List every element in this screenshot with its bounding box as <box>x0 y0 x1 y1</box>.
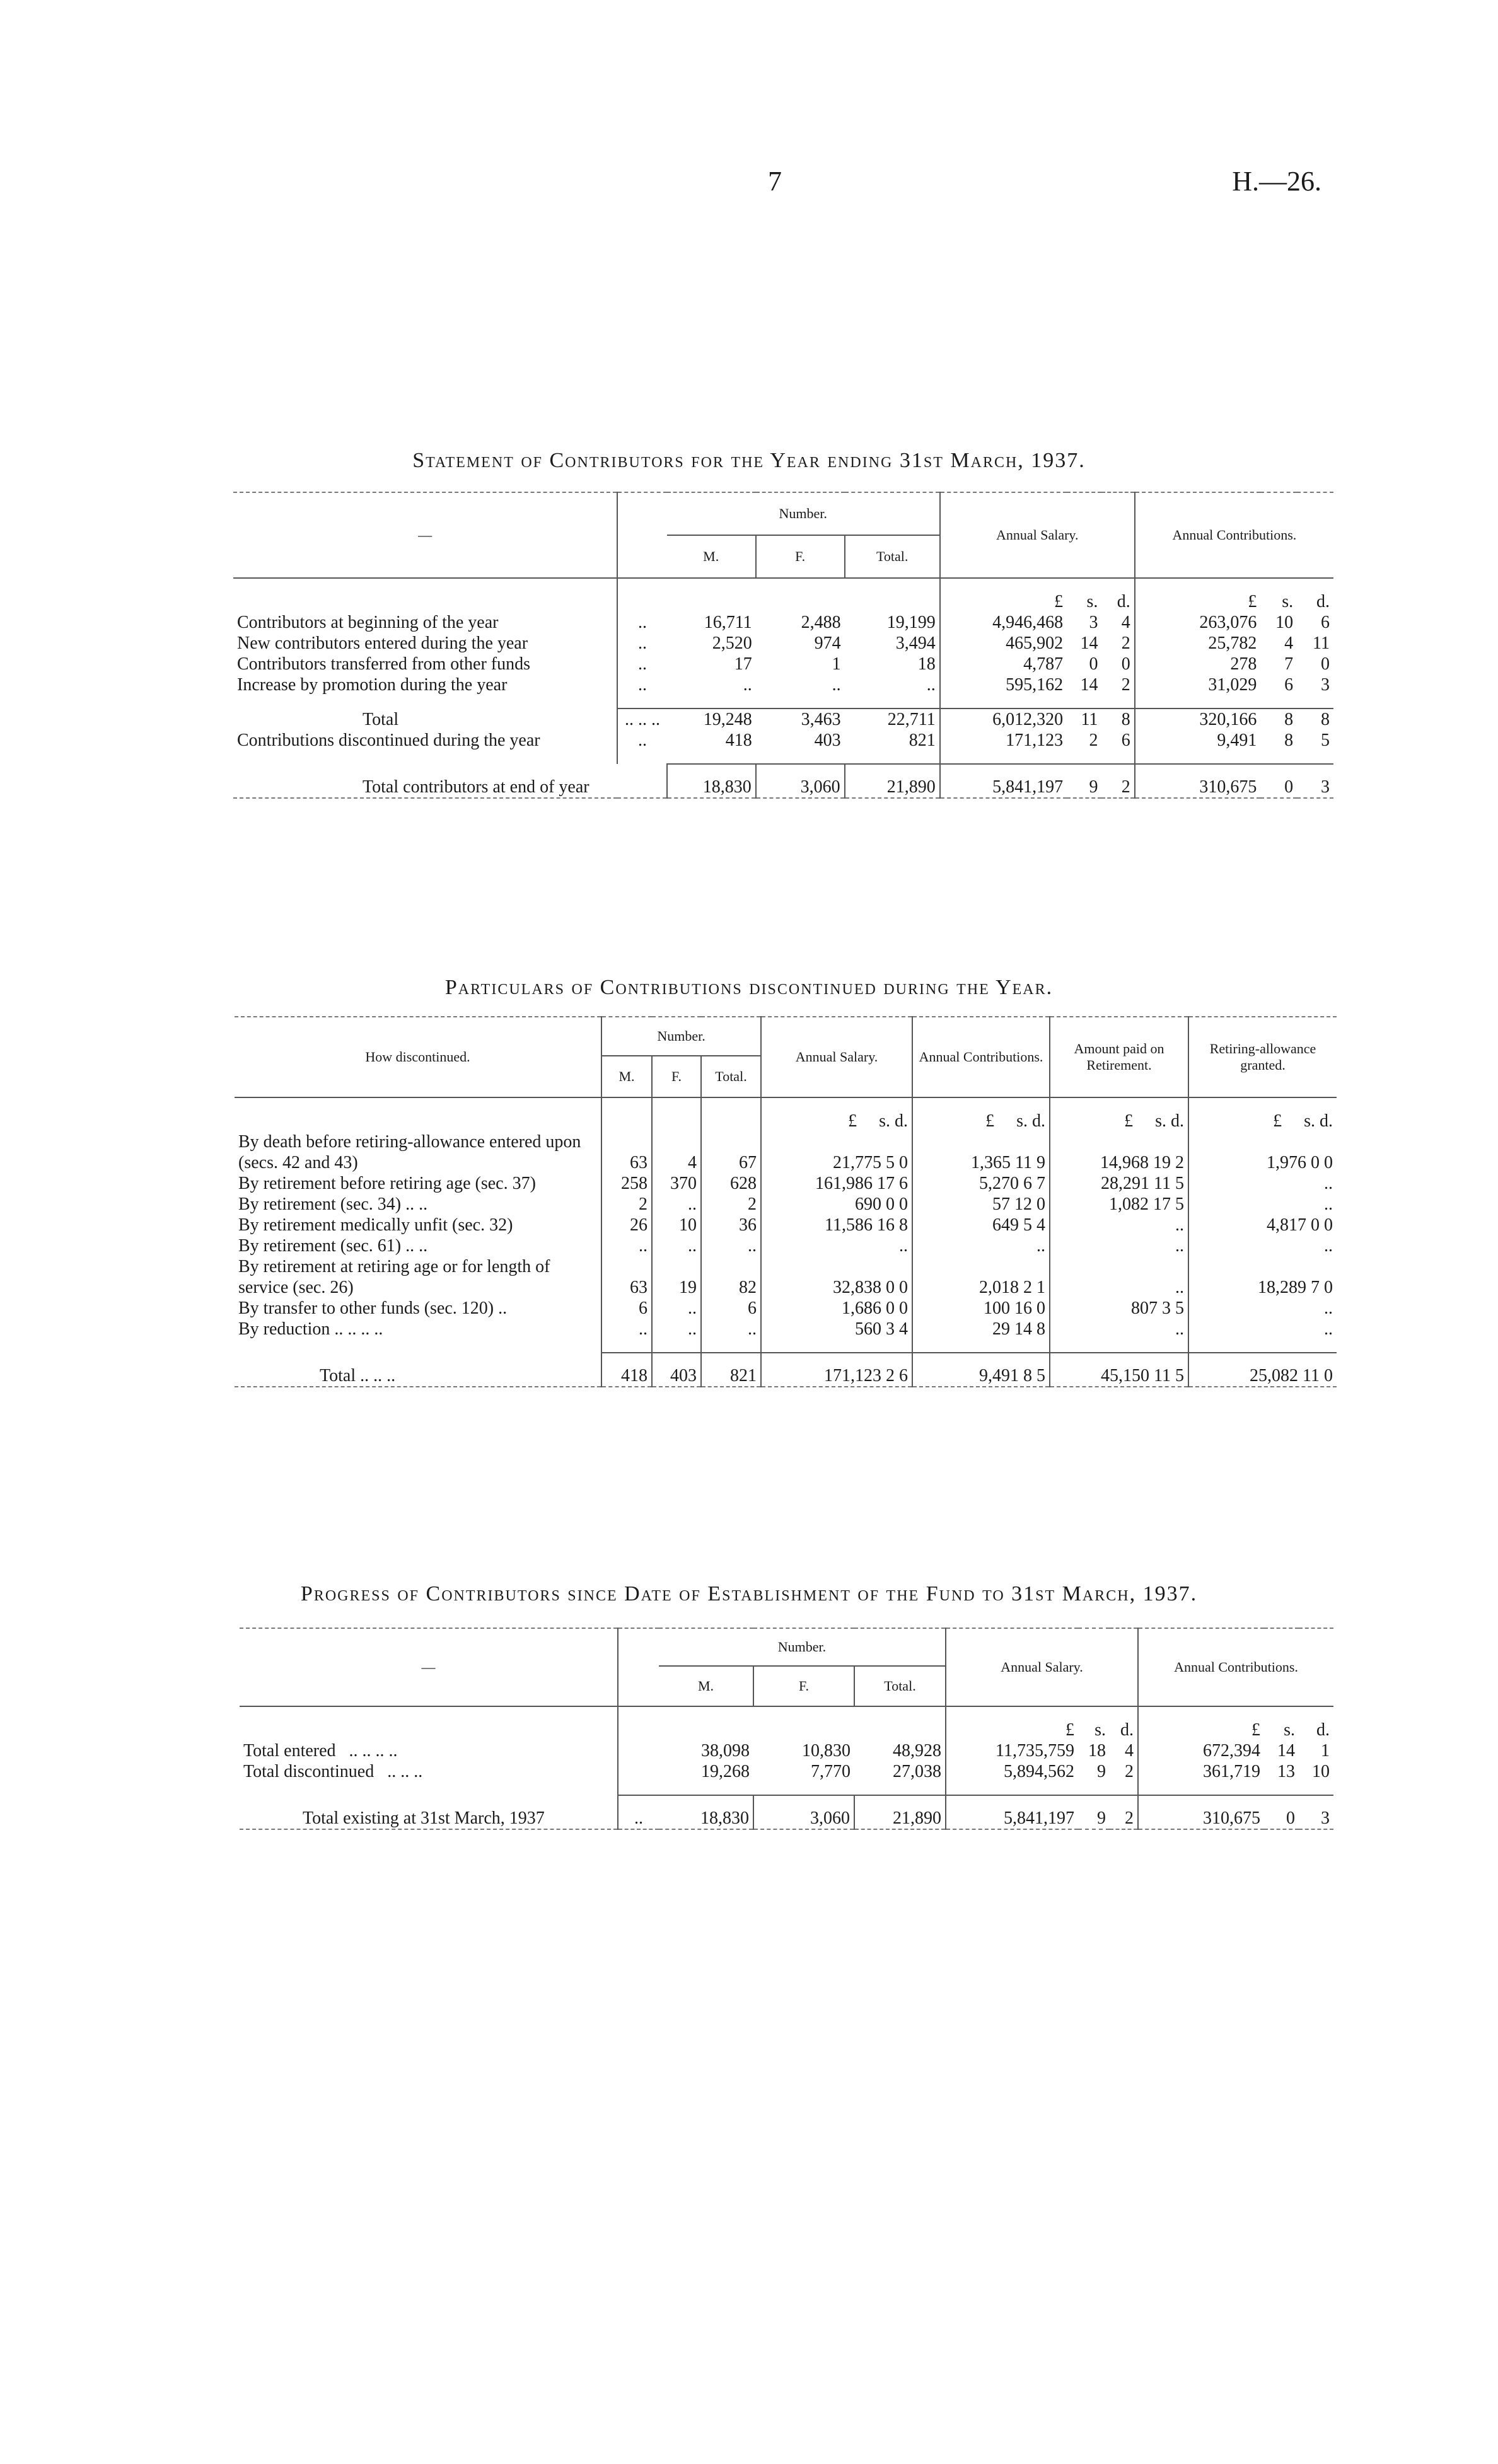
cell-f: 7,770 <box>811 1762 851 1781</box>
unit-pound: £ <box>940 591 1067 612</box>
cell-contrib-pence: 5 <box>1321 731 1330 750</box>
cell-total: .. <box>701 1319 761 1339</box>
unit-d: d. <box>1120 1720 1134 1740</box>
header-annual-contributions: Annual Contributions. <box>1138 1628 1333 1706</box>
table1-title: Statement of Contributors for the Year ending 31st March, 1937. <box>412 449 1086 472</box>
row-label: By retirement (sec. 34) .. .. <box>238 1194 428 1214</box>
cell-salary-pence: 6 <box>1121 731 1130 750</box>
cell-contrib-shillings: 7 <box>1284 654 1294 674</box>
unit-label: £ s. d. <box>761 1111 912 1131</box>
cell-m: 63 <box>601 1131 652 1173</box>
cell-f: .. <box>652 1298 701 1319</box>
cell-contrib-shillings: 13 <box>1277 1762 1295 1781</box>
cell-contrib-pence: 3 <box>1297 764 1333 798</box>
cell-retiring-allowance: .. <box>1188 1319 1337 1339</box>
cell-contrib-pounds: 278 <box>1135 654 1261 674</box>
header-total: Total. <box>701 1056 761 1097</box>
cell-contrib-pence: 6 <box>1321 613 1330 632</box>
cell-salary-pence: 0 <box>1121 654 1130 674</box>
cell-total: 628 <box>701 1173 761 1194</box>
cell-total: 21,890 <box>854 1795 946 1829</box>
leader-dots: .. .. .. <box>617 709 667 730</box>
cell-f: 3,060 <box>756 764 845 798</box>
cell-contrib-pounds: 320,166 <box>1135 709 1261 730</box>
cell-salary-pounds: 6,012,320 <box>940 709 1067 730</box>
cell-salary-pounds: 4,787 <box>940 654 1067 674</box>
table-row <box>240 1740 1333 1761</box>
cell-amount-paid: 14,968 19 2 <box>1050 1131 1188 1173</box>
cell-salary-pounds: 5,841,197 <box>946 1795 1078 1829</box>
leader-dots: .. <box>618 1795 659 1829</box>
cell-total: 18 <box>917 654 936 674</box>
total-row <box>233 709 1333 730</box>
header-number: Number. <box>667 492 940 535</box>
leader-dots: .. <box>617 674 667 695</box>
cell-retiring-allowance: .. <box>1188 1235 1337 1256</box>
header-amount-paid: Amount paid on Retirement. <box>1050 1017 1188 1097</box>
header-annual-salary: Annual Salary. <box>940 492 1135 578</box>
cell-m: 418 <box>601 1353 652 1387</box>
cell-contrib-pence: 10 <box>1312 1762 1330 1781</box>
header-f: F. <box>756 535 845 578</box>
cell-f: 3,463 <box>756 709 845 730</box>
cell-f: 370 <box>652 1173 701 1194</box>
leader-dots: .. <box>617 730 667 751</box>
cell-m: 18,830 <box>659 1795 753 1829</box>
cell-contrib-pounds: 361,719 <box>1138 1761 1264 1782</box>
unit-d: d. <box>1117 592 1130 611</box>
header-retiring-allowance: Retiring-allowance granted. <box>1188 1017 1337 1097</box>
cell-f: 974 <box>814 633 841 653</box>
leader-dots: .. <box>617 612 667 633</box>
cell-m: 17 <box>734 654 752 674</box>
cell-f: .. <box>652 1194 701 1215</box>
cell-total: .. <box>701 1235 761 1256</box>
header-total: Total. <box>854 1666 946 1706</box>
cell-m: 16,711 <box>704 613 752 632</box>
cell-contrib-pence: 3 <box>1321 675 1330 695</box>
cell-total: 48,928 <box>893 1741 941 1761</box>
cell-salary: 21,775 5 0 <box>761 1131 912 1173</box>
cell-f: 10,830 <box>802 1741 851 1761</box>
cell-total: 2 <box>701 1194 761 1215</box>
discontinued-particulars-table <box>235 1016 1337 1396</box>
cell-salary-pounds: 5,894,562 <box>946 1761 1078 1782</box>
unit-s: s. <box>1094 1720 1106 1740</box>
total-row <box>235 1353 1337 1387</box>
cell-amount-paid: 807 3 5 <box>1050 1298 1188 1319</box>
cell-m: 19,248 <box>667 709 756 730</box>
cell-contrib-pence: 3 <box>1299 1795 1333 1829</box>
cell-salary-pounds: 4,946,468 <box>940 612 1067 633</box>
table-row <box>235 1194 1337 1215</box>
cell-m: 38,098 <box>701 1741 750 1761</box>
row-label: Total existing at 31st March, 1937 <box>303 1808 545 1828</box>
cell-total: .. <box>926 675 936 695</box>
row-label: Total .. .. .. <box>320 1366 396 1385</box>
unit-pound: £ <box>1138 1720 1264 1740</box>
cell-salary-shillings: 18 <box>1088 1741 1106 1761</box>
cell-contrib-pounds: 672,394 <box>1138 1740 1264 1761</box>
cell-salary: .. <box>761 1235 912 1256</box>
cell-contrib-shillings: 14 <box>1277 1741 1295 1761</box>
cell-contributions: 649 5 4 <box>912 1215 1050 1235</box>
table3-title: Progress of Contributors since Date of Establishment of the Fund to 31st March, 1937. <box>300 1582 1198 1605</box>
unit-label: £ s. d. <box>912 1111 1050 1131</box>
table-row <box>233 612 1333 633</box>
header-number: Number. <box>601 1017 761 1056</box>
cell-total: 21,890 <box>845 764 940 798</box>
end-total-row <box>240 1795 1333 1829</box>
table-row <box>233 654 1333 674</box>
header-number: Number. <box>659 1628 946 1666</box>
header-how-discontinued: How discontinued. <box>235 1017 601 1097</box>
cell-total: 19,199 <box>886 613 936 632</box>
cell-m: .. <box>601 1235 652 1256</box>
cell-contributions: 9,491 8 5 <box>912 1353 1050 1387</box>
unit-pound: £ <box>1135 591 1261 612</box>
cell-salary-pounds: 595,162 <box>940 674 1067 695</box>
cell-contrib-shillings: 0 <box>1264 1795 1299 1829</box>
progress-contributors-table <box>240 1628 1333 1839</box>
cell-salary-shillings: 11 <box>1067 709 1101 730</box>
header-annual-salary: Annual Salary. <box>761 1017 912 1097</box>
cell-m: 63 <box>601 1256 652 1298</box>
cell-contrib-pounds: 310,675 <box>1138 1795 1264 1829</box>
cell-amount-paid: 28,291 11 5 <box>1050 1173 1188 1194</box>
cell-retiring-allowance: 4,817 0 0 <box>1188 1215 1337 1235</box>
row-label: Contributors transferred from other funds <box>237 654 530 674</box>
cell-f: 403 <box>652 1353 701 1387</box>
cell-contrib-pence: 1 <box>1321 1741 1330 1761</box>
cell-total: 22,711 <box>845 709 940 730</box>
unit-d: d. <box>1316 1720 1330 1740</box>
cell-salary-pence: 2 <box>1121 633 1130 653</box>
table-row <box>240 1761 1333 1782</box>
cell-salary: 560 3 4 <box>761 1319 912 1339</box>
cell-salary: 11,586 16 8 <box>761 1215 912 1235</box>
leader-dots: .. <box>617 654 667 674</box>
cell-salary: 171,123 2 6 <box>761 1353 912 1387</box>
table-row <box>235 1235 1337 1256</box>
row-label: Total discontinued .. .. .. <box>243 1762 423 1781</box>
cell-salary-pounds: 5,841,197 <box>940 764 1067 798</box>
page-number: 7 <box>768 166 782 197</box>
unit-s: s. <box>1282 592 1294 611</box>
cell-total: 6 <box>701 1298 761 1319</box>
row-label: By retirement before retiring age (sec. 37) <box>238 1174 536 1193</box>
cell-salary-shillings: 3 <box>1089 613 1098 632</box>
cell-salary: 690 0 0 <box>761 1194 912 1215</box>
cell-f: 19 <box>652 1256 701 1298</box>
cell-amount-paid: .. <box>1050 1256 1188 1298</box>
cell-contrib-shillings: 0 <box>1260 764 1297 798</box>
cell-amount-paid: .. <box>1050 1319 1188 1339</box>
cell-m: 2 <box>601 1194 652 1215</box>
cell-contributions: 2,018 2 1 <box>912 1256 1050 1298</box>
cell-contrib-pounds: 9,491 <box>1135 730 1261 751</box>
cell-contributions: .. <box>912 1235 1050 1256</box>
cell-contrib-pence: 11 <box>1313 633 1330 653</box>
header-blank: — <box>233 492 617 578</box>
cell-contrib-shillings: 6 <box>1284 675 1294 695</box>
cell-m: 18,830 <box>667 764 756 798</box>
page-reference: H.—26. <box>1232 166 1321 197</box>
cell-contrib-pence: 8 <box>1297 709 1333 730</box>
cell-m: 258 <box>601 1173 652 1194</box>
unit-d: d. <box>1316 592 1330 611</box>
cell-salary-shillings: 14 <box>1080 633 1098 653</box>
cell-amount-paid: 1,082 17 5 <box>1050 1194 1188 1215</box>
cell-f: 403 <box>814 731 841 750</box>
header-annual-salary: Annual Salary. <box>946 1628 1138 1706</box>
header-m: M. <box>667 535 756 578</box>
cell-contrib-shillings: 8 <box>1260 709 1297 730</box>
header-annual-contributions: Annual Contributions. <box>1135 492 1333 578</box>
cell-f: .. <box>652 1235 701 1256</box>
table-row <box>233 674 1333 695</box>
cell-contrib-pence: 0 <box>1321 654 1330 674</box>
cell-m: 19,268 <box>701 1762 750 1781</box>
cell-f: 3,060 <box>753 1795 854 1829</box>
cell-f: .. <box>652 1319 701 1339</box>
header-total: Total. <box>845 535 940 578</box>
cell-retiring-allowance: .. <box>1188 1194 1337 1215</box>
cell-retiring-allowance: 25,082 11 0 <box>1188 1353 1337 1387</box>
cell-contrib-pounds: 31,029 <box>1135 674 1261 695</box>
header-f: F. <box>753 1666 854 1706</box>
cell-salary-shillings: 0 <box>1089 654 1098 674</box>
row-label: By retirement medically unfit (sec. 32) <box>238 1215 513 1235</box>
cell-f: 2,488 <box>801 613 841 632</box>
unit-pound: £ <box>946 1720 1078 1740</box>
cell-salary: 32,838 0 0 <box>761 1256 912 1298</box>
cell-salary: 1,686 0 0 <box>761 1298 912 1319</box>
cell-contrib-shillings: 8 <box>1284 731 1294 750</box>
cell-salary-shillings: 9 <box>1097 1762 1106 1781</box>
end-total-row <box>233 764 1333 798</box>
cell-total: 821 <box>909 731 936 750</box>
cell-salary-shillings: 14 <box>1080 675 1098 695</box>
cell-f: 1 <box>832 654 841 674</box>
table2-title: Particulars of Contributions discontinued during the Year. <box>444 976 1054 999</box>
row-label: Total contributors at end of year <box>363 777 589 797</box>
cell-retiring-allowance: 18,289 7 0 <box>1188 1256 1337 1298</box>
header-annual-contributions: Annual Contributions. <box>912 1017 1050 1097</box>
cell-amount-paid: 45,150 11 5 <box>1050 1353 1188 1387</box>
cell-total: 821 <box>701 1353 761 1387</box>
row-label: Total <box>363 710 399 729</box>
cell-contrib-shillings: 10 <box>1275 613 1294 632</box>
row-label: By reduction .. .. .. .. <box>238 1319 383 1339</box>
cell-salary-pence: 4 <box>1121 613 1130 632</box>
row-label: Contributors at beginning of the year <box>237 613 499 632</box>
cell-amount-paid: .. <box>1050 1235 1188 1256</box>
cell-salary-pence: 2 <box>1121 675 1130 695</box>
cell-salary-shillings: 9 <box>1067 764 1101 798</box>
cell-total: 3,494 <box>895 633 936 653</box>
cell-contributions: 5,270 6 7 <box>912 1173 1050 1194</box>
cell-contributions: 29 14 8 <box>912 1319 1050 1339</box>
cell-salary-shillings: 2 <box>1089 731 1098 750</box>
cell-f: 4 <box>652 1131 701 1173</box>
cell-total: 36 <box>701 1215 761 1235</box>
row-label: By transfer to other funds (sec. 120) .. <box>238 1299 508 1318</box>
row-label: By retirement at retiring age or for length of service (sec. 26) <box>238 1257 550 1297</box>
table-row <box>233 633 1333 654</box>
cell-amount-paid: .. <box>1050 1215 1188 1235</box>
row-label: New contributors entered during the year <box>237 633 528 653</box>
cell-contrib-pounds: 310,675 <box>1135 764 1261 798</box>
cell-contrib-pounds: 25,782 <box>1135 633 1261 654</box>
table-row <box>235 1256 1337 1298</box>
cell-contributions: 57 12 0 <box>912 1194 1050 1215</box>
table-row <box>235 1298 1337 1319</box>
cell-contrib-pounds: 263,076 <box>1135 612 1261 633</box>
header-m: M. <box>601 1056 652 1097</box>
header-m: M. <box>659 1666 753 1706</box>
unit-s: s. <box>1284 1720 1295 1740</box>
cell-m: 6 <box>601 1298 652 1319</box>
unit-label: £ s. d. <box>1050 1111 1188 1131</box>
cell-total: 82 <box>701 1256 761 1298</box>
cell-retiring-allowance: 1,976 0 0 <box>1188 1131 1337 1173</box>
cell-salary-pence: 2 <box>1110 1795 1138 1829</box>
cell-m: 2,520 <box>712 633 752 653</box>
cell-total: 67 <box>701 1131 761 1173</box>
cell-salary-pounds: 171,123 <box>940 730 1067 751</box>
cell-f: .. <box>832 675 841 695</box>
cell-salary-shillings: 9 <box>1078 1795 1110 1829</box>
cell-salary-pence: 2 <box>1101 764 1134 798</box>
row-label: By death before retiring-allowance entered upon (secs. 42 and 43) <box>238 1132 581 1172</box>
row-label: Increase by promotion during the year <box>237 675 508 695</box>
table-row <box>235 1173 1337 1194</box>
cell-contributions: 1,365 11 9 <box>912 1131 1050 1173</box>
cell-salary-pounds: 11,735,759 <box>946 1740 1078 1761</box>
row-label: Contributions discontinued during the year <box>237 731 540 750</box>
cell-contrib-shillings: 4 <box>1284 633 1294 653</box>
cell-salary-pence: 2 <box>1125 1762 1134 1781</box>
row-label: Total entered .. .. .. .. <box>243 1741 398 1761</box>
cell-m: 418 <box>725 731 752 750</box>
row-label: By retirement (sec. 61) .. .. <box>238 1236 428 1256</box>
cell-total: 27,038 <box>893 1762 941 1781</box>
cell-m: .. <box>601 1319 652 1339</box>
contributors-statement-table <box>233 492 1333 810</box>
unit-s: s. <box>1086 592 1098 611</box>
table-row <box>235 1319 1337 1339</box>
unit-label: £ s. d. <box>1188 1111 1337 1131</box>
cell-m: 26 <box>601 1215 652 1235</box>
cell-salary-pounds: 465,902 <box>940 633 1067 654</box>
cell-retiring-allowance: .. <box>1188 1173 1337 1194</box>
header-f: F. <box>652 1056 701 1097</box>
cell-f: 10 <box>652 1215 701 1235</box>
cell-salary: 161,986 17 6 <box>761 1173 912 1194</box>
cell-m: .. <box>743 675 752 695</box>
cell-contributions: 100 16 0 <box>912 1298 1050 1319</box>
table-row <box>235 1215 1337 1235</box>
header-blank: — <box>240 1628 618 1706</box>
table-row <box>233 730 1333 751</box>
cell-salary-pence: 8 <box>1101 709 1134 730</box>
table-row <box>235 1131 1337 1173</box>
cell-retiring-allowance: .. <box>1188 1298 1337 1319</box>
leader-dots: .. <box>617 633 667 654</box>
cell-salary-pence: 4 <box>1125 1741 1134 1761</box>
